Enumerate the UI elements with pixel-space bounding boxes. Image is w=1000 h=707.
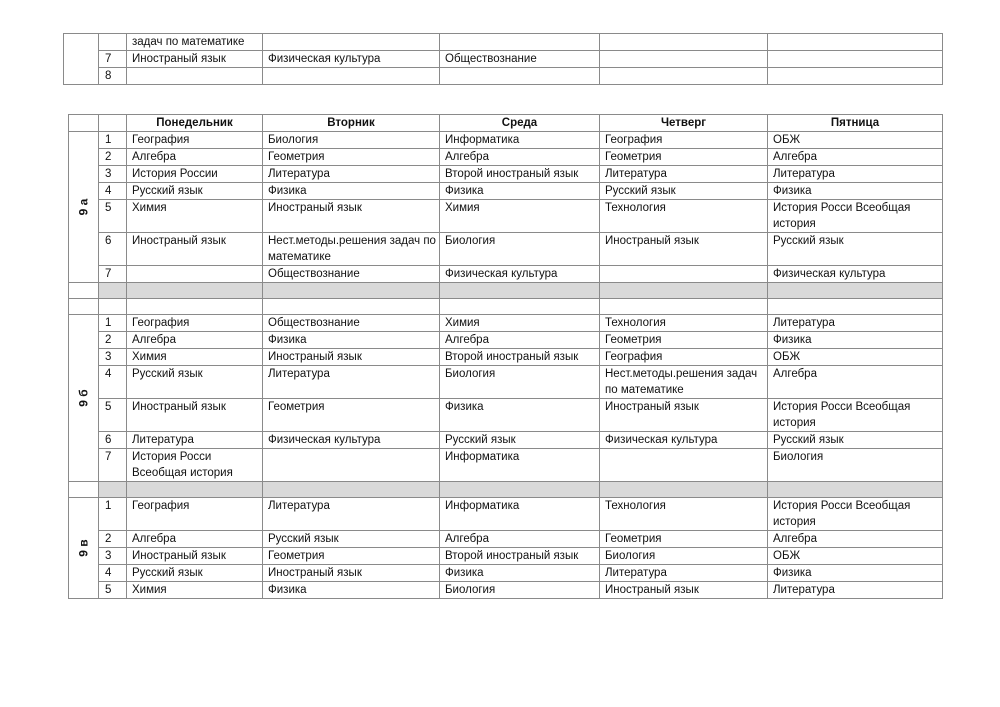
table-row [69, 498, 943, 531]
table-row [64, 51, 943, 68]
lesson-cell: Русский язык [768, 432, 943, 449]
lesson-cell: Иностраный язык [600, 233, 768, 266]
lesson-number: 2 [99, 149, 127, 166]
separator-cell [600, 283, 768, 299]
lesson-cell: География [600, 132, 768, 149]
lesson-cell: Информатика [440, 132, 600, 149]
lesson-cell: Иностраный язык [127, 399, 263, 432]
table-row [69, 366, 943, 399]
lesson-cell [127, 266, 263, 283]
lesson-cell: География [127, 315, 263, 332]
lesson-cell [600, 449, 768, 482]
lesson-number: 5 [99, 200, 127, 233]
lesson-cell: Алгебра [440, 149, 600, 166]
header-day: Среда [440, 115, 600, 132]
header-row [69, 115, 943, 132]
separator-cell [440, 482, 600, 498]
lesson-cell: Второй иностраный язык [440, 349, 600, 366]
lesson-cell: Литература [263, 366, 440, 399]
lesson-cell: Русский язык [127, 183, 263, 200]
lesson-cell: Иностраный язык [263, 349, 440, 366]
lesson-cell: Алгебра [127, 531, 263, 548]
lesson-cell: Литература [600, 565, 768, 582]
lesson-cell: Технология [600, 315, 768, 332]
lesson-cell: Алгебра [127, 149, 263, 166]
lesson-number: 3 [99, 166, 127, 183]
lesson-cell: Геометрия [263, 399, 440, 432]
lesson-cell: Геометрия [600, 332, 768, 349]
lesson-cell: Физическая культура [263, 51, 440, 68]
separator-cell [127, 299, 263, 315]
lesson-number: 1 [99, 315, 127, 332]
lesson-cell: Физическая культура [600, 432, 768, 449]
separator-cell [440, 299, 600, 315]
lesson-cell: Иностраный язык [127, 548, 263, 565]
lesson-number: 3 [99, 548, 127, 565]
table-row [69, 531, 943, 548]
schedule-table [68, 114, 943, 599]
lesson-number: 2 [99, 332, 127, 349]
lesson-cell: ОБЖ [768, 132, 943, 149]
lesson-number: 7 [99, 51, 127, 68]
lesson-cell: География [127, 132, 263, 149]
separator-cell [69, 283, 99, 299]
lesson-cell: Второй иностраный язык [440, 166, 600, 183]
lesson-cell: Русский язык [768, 233, 943, 266]
lesson-cell [263, 34, 440, 51]
separator-cell [263, 283, 440, 299]
lesson-cell [440, 34, 600, 51]
lesson-cell: Литература [768, 166, 943, 183]
separator-cell [600, 482, 768, 498]
table-row [69, 233, 943, 266]
table-row [69, 132, 943, 149]
lesson-cell: Химия [440, 200, 600, 233]
lesson-cell: Русский язык [600, 183, 768, 200]
lesson-cell: Русский язык [127, 366, 263, 399]
lesson-cell: Биология [600, 548, 768, 565]
table-row [69, 349, 943, 366]
lesson-cell: Русский язык [263, 531, 440, 548]
lesson-cell: Литература [600, 166, 768, 183]
separator-row [69, 482, 943, 498]
separator-cell [127, 283, 263, 299]
lesson-cell: Литература [263, 498, 440, 531]
table-row [69, 183, 943, 200]
lesson-cell: Геометрия [263, 149, 440, 166]
lesson-cell: Алгебра [768, 366, 943, 399]
class-label: 9 в [76, 538, 91, 557]
lesson-cell: Биология [440, 233, 600, 266]
lesson-cell: Физика [440, 183, 600, 200]
lesson-cell: задач по математике [127, 34, 263, 51]
header-day: Пятница [768, 115, 943, 132]
lesson-cell: Физика [768, 565, 943, 582]
class-label: 9 б [76, 388, 91, 407]
header-day: Вторник [263, 115, 440, 132]
table-row [69, 166, 943, 183]
separator-cell [768, 299, 943, 315]
separator-cell [600, 299, 768, 315]
lesson-cell: Алгебра [440, 332, 600, 349]
separator-cell [127, 482, 263, 498]
lesson-cell [768, 34, 943, 51]
lesson-cell: Физическая культура [263, 432, 440, 449]
lesson-cell: Физика [768, 183, 943, 200]
table-row [69, 582, 943, 599]
lesson-cell [768, 68, 943, 85]
table-row [69, 548, 943, 565]
lesson-number [99, 34, 127, 51]
table-row [64, 68, 943, 85]
table-row [69, 315, 943, 332]
table-row [69, 565, 943, 582]
lesson-cell: ОБЖ [768, 548, 943, 565]
lesson-cell: Алгебра [768, 149, 943, 166]
lesson-cell: Обществознание [263, 315, 440, 332]
lesson-cell [768, 51, 943, 68]
table-row [69, 432, 943, 449]
lesson-cell: Физика [263, 582, 440, 599]
separator-cell [263, 299, 440, 315]
class-label-cell [69, 315, 99, 482]
class-label-cell [69, 498, 99, 599]
separator-row [69, 299, 943, 315]
separator-cell [263, 482, 440, 498]
lesson-number: 7 [99, 449, 127, 482]
lesson-cell: Геометрия [600, 531, 768, 548]
lesson-number: 5 [99, 399, 127, 432]
lesson-number: 4 [99, 366, 127, 399]
lesson-cell: Иностраный язык [127, 51, 263, 68]
separator-cell [440, 283, 600, 299]
header-day: Четверг [600, 115, 768, 132]
table-row [69, 399, 943, 432]
separator-cell [99, 299, 127, 315]
lesson-cell: Иностраный язык [600, 582, 768, 599]
separator-cell [69, 299, 99, 315]
table-row [64, 34, 943, 51]
lesson-cell: Физика [768, 332, 943, 349]
lesson-cell [600, 266, 768, 283]
lesson-cell: ОБЖ [768, 349, 943, 366]
lesson-number: 2 [99, 531, 127, 548]
separator-cell [99, 283, 127, 299]
lesson-cell: Химия [127, 349, 263, 366]
lesson-number: 6 [99, 432, 127, 449]
lesson-cell: Информатика [440, 498, 600, 531]
lesson-cell: Физика [440, 399, 600, 432]
lesson-cell [127, 68, 263, 85]
lesson-cell: Литература [768, 315, 943, 332]
lesson-cell [600, 68, 768, 85]
lesson-cell: История Росси Всеобщая история [768, 399, 943, 432]
lesson-cell [263, 449, 440, 482]
table-row [69, 449, 943, 482]
lesson-cell: Технология [600, 200, 768, 233]
lesson-cell: Обществознание [440, 51, 600, 68]
lesson-number: 6 [99, 233, 127, 266]
lesson-cell: Химия [440, 315, 600, 332]
lesson-cell: История Росси Всеобщая история [127, 449, 263, 482]
lesson-cell: Литература [263, 166, 440, 183]
lesson-cell: Нест.методы.решения задач по математике [600, 366, 768, 399]
lesson-cell: Русский язык [127, 565, 263, 582]
lesson-cell: География [600, 349, 768, 366]
lesson-cell: Обществознание [263, 266, 440, 283]
lesson-number: 1 [99, 498, 127, 531]
lesson-cell: География [127, 498, 263, 531]
class-cell [64, 34, 99, 85]
separator-cell [99, 482, 127, 498]
lesson-cell: Второй иностраный язык [440, 548, 600, 565]
lesson-number: 8 [99, 68, 127, 85]
table-row [69, 149, 943, 166]
separator-cell [768, 283, 943, 299]
lesson-cell: Физическая культура [768, 266, 943, 283]
lesson-cell: Алгебра [440, 531, 600, 548]
separator-cell [69, 482, 99, 498]
schedule-top-fragment [63, 33, 943, 85]
lesson-cell: Биология [440, 366, 600, 399]
lesson-cell: Геометрия [263, 548, 440, 565]
lesson-number: 3 [99, 349, 127, 366]
header-corner [69, 115, 99, 132]
lesson-cell: Технология [600, 498, 768, 531]
lesson-number: 4 [99, 565, 127, 582]
table-row [69, 200, 943, 233]
header-num [99, 115, 127, 132]
lesson-cell: Физика [263, 183, 440, 200]
lesson-cell: Геометрия [600, 149, 768, 166]
separator-cell [768, 482, 943, 498]
lesson-cell: Биология [440, 582, 600, 599]
lesson-cell: История Росси Всеобщая история [768, 200, 943, 233]
lesson-number: 5 [99, 582, 127, 599]
lesson-cell: Иностраный язык [263, 565, 440, 582]
lesson-cell: Информатика [440, 449, 600, 482]
lesson-cell: Физика [440, 565, 600, 582]
lesson-cell: Химия [127, 200, 263, 233]
lesson-cell: Биология [263, 132, 440, 149]
class-label-cell [69, 132, 99, 283]
lesson-cell [440, 68, 600, 85]
lesson-cell: Алгебра [768, 531, 943, 548]
lesson-cell: Нест.методы.решения задач по математике [263, 233, 440, 266]
lesson-number: 1 [99, 132, 127, 149]
lesson-cell: Биология [768, 449, 943, 482]
table-row [69, 332, 943, 349]
lesson-number: 7 [99, 266, 127, 283]
table-row [69, 266, 943, 283]
lesson-cell: Иностраный язык [263, 200, 440, 233]
lesson-number: 4 [99, 183, 127, 200]
lesson-cell [600, 34, 768, 51]
class-label: 9 а [76, 198, 91, 215]
lesson-cell [600, 51, 768, 68]
lesson-cell: Литература [768, 582, 943, 599]
lesson-cell: Физика [263, 332, 440, 349]
lesson-cell: Химия [127, 582, 263, 599]
lesson-cell: Литература [127, 432, 263, 449]
lesson-cell [263, 68, 440, 85]
lesson-cell: Иностраный язык [600, 399, 768, 432]
lesson-cell: Иностраный язык [127, 233, 263, 266]
header-day: Понедельник [127, 115, 263, 132]
lesson-cell: Русский язык [440, 432, 600, 449]
lesson-cell: Физическая культура [440, 266, 600, 283]
separator-row [69, 283, 943, 299]
lesson-cell: История Росси Всеобщая история [768, 498, 943, 531]
lesson-cell: История России [127, 166, 263, 183]
lesson-cell: Алгебра [127, 332, 263, 349]
